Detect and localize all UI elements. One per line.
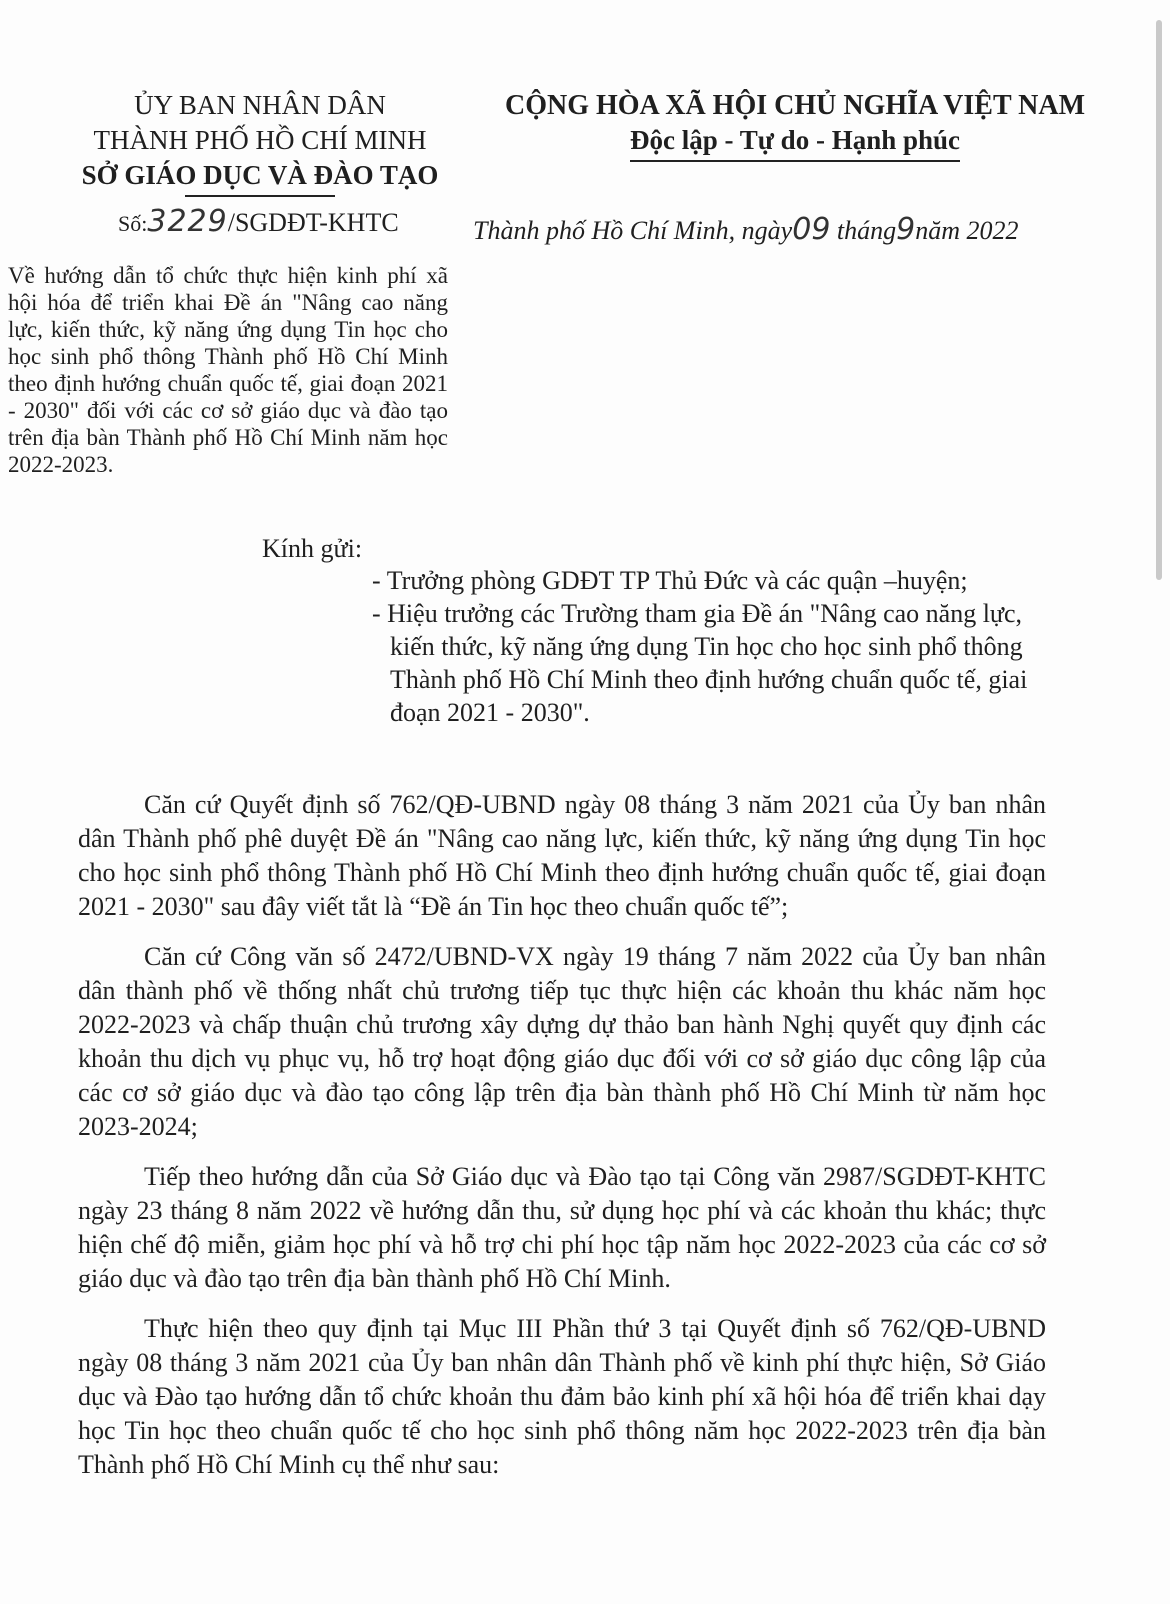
national-title <box>455 88 1135 162</box>
date-day-handwritten: 09 <box>792 212 831 247</box>
body-paragraph: Tiếp theo hướng dẫn của Sở Giáo dục và Đào tạo tại Công văn 2987/SGDĐT-KHTC ngày 23 tháng 8 năm 2022 về hướng dẫn thu, sử dụng học phí và các khoản thu khác; thực hiện chế độ miễn, giảm học phí và hỗ trợ chi phí học tập năm học 2022-2023 của các cơ sở giáo dục và đào tạo trên địa bàn thành phố Hồ Chí Minh. <box>78 1162 1046 1293</box>
authority-line-1: ỦY BAN NHÂN DÂN <box>134 90 386 120</box>
document-body <box>78 788 1046 1498</box>
document-subject: Về hướng dẫn tổ chức thực hiện kinh phí xã hội hóa để triển khai Đề án "Nâng cao năng lực, kiến thức, kỹ năng ứng dụng Tin học cho học sinh phổ thông Thành phố Hồ Chí Minh theo định hướng chuẩn quốc tế, giai đoạn 2021 - 2030" đối với các cơ sở giáo dục và đào tạo trên địa bàn Thành phố Hồ Chí Minh năm học 2022-2023. <box>8 263 448 477</box>
recipient-list <box>372 564 1052 729</box>
issuing-authority <box>70 88 450 197</box>
recipient-item: - Trưởng phòng GDĐT TP Thủ Đức và các quận –huyện; <box>372 566 968 595</box>
authority-line-3: SỞ GIÁO DỤC VÀ ĐÀO TẠO <box>81 160 439 190</box>
date-year: năm 2022 <box>915 216 1019 245</box>
date-month-handwritten: 9 <box>896 212 916 247</box>
recipient-item: - Hiệu trưởng các Trường tham gia Đề án "Nâng cao năng lực, kiến thức, kỹ năng ứng dụng Tin học cho học sinh phổ thông Thành phố Hồ Chí Minh theo định hướng chuẩn quốc tế, giai đoạn 2021 - 2030". <box>372 599 1028 727</box>
body-paragraph: Thực hiện theo quy định tại Mục III Phần thứ 3 tại Quyết định số 762/QĐ-UBND ngày 08 tháng 3 năm 2021 của Ủy ban nhân dân Thành phố về kinh phí thực hiện, Sở Giáo dục và Đào tạo hướng dẫn tổ chức khoản thu đảm bảo kinh phí xã hội hóa để triển khai dạy học Tin học theo chuẩn quốc tế cho học sinh phổ thông năm học 2022-2023 trên địa bàn Thành phố Hồ Chí Minh cụ thể như sau: <box>78 1314 1046 1479</box>
national-title-line-1: CỘNG HÒA XÃ HỘI CHỦ NGHĨA VIỆT NAM <box>504 90 1086 121</box>
authority-line-2: THÀNH PHỐ HỒ CHÍ MINH <box>93 125 427 155</box>
document-number <box>118 204 399 239</box>
place-date-prefix: Thành phố Hồ Chí Minh, ngày <box>473 216 793 245</box>
place-and-date <box>473 212 1019 247</box>
document-number-handwritten: 3229 <box>147 204 228 239</box>
document-number-suffix: /SGDĐT-KHTC <box>227 208 399 237</box>
national-motto: Độc lập - Tự do - Hạnh phúc <box>630 123 960 162</box>
scrollbar-thumb[interactable] <box>1156 20 1162 580</box>
authority-underline <box>185 195 335 197</box>
date-month-label: tháng <box>836 216 897 245</box>
salutation: Kính gửi: <box>262 534 363 563</box>
body-paragraph: Căn cứ Quyết định số 762/QĐ-UBND ngày 08 tháng 3 năm 2021 của Ủy ban nhân dân Thành phố phê duyệt Đề án "Nâng cao năng lực, kiến thức, kỹ năng ứng dụng Tin học cho học sinh phổ thông Thành phố Hồ Chí Minh theo định hướng chuẩn quốc tế, giai đoạn 2021 - 2030" sau đây viết tắt là “Đề án Tin học theo chuẩn quốc tế”; <box>78 790 1046 921</box>
document-number-label: Số: <box>118 211 148 236</box>
body-paragraph: Căn cứ Công văn số 2472/UBND-VX ngày 19 tháng 7 năm 2022 của Ủy ban nhân dân thành phố về thống nhất chủ trương tiếp tục thực hiện các khoản thu khác năm học 2022-2023 và chấp thuận chủ trương xây dựng dự thảo ban hành Nghị quyết quy định các khoản thu dịch vụ phục vụ, hỗ trợ hoạt động giáo dục đối với cơ sở giáo dục công lập của các cơ sở giáo dục và đào tạo công lập trên địa bàn thành phố Hồ Chí Minh từ năm học 2023-2024; <box>78 942 1046 1141</box>
